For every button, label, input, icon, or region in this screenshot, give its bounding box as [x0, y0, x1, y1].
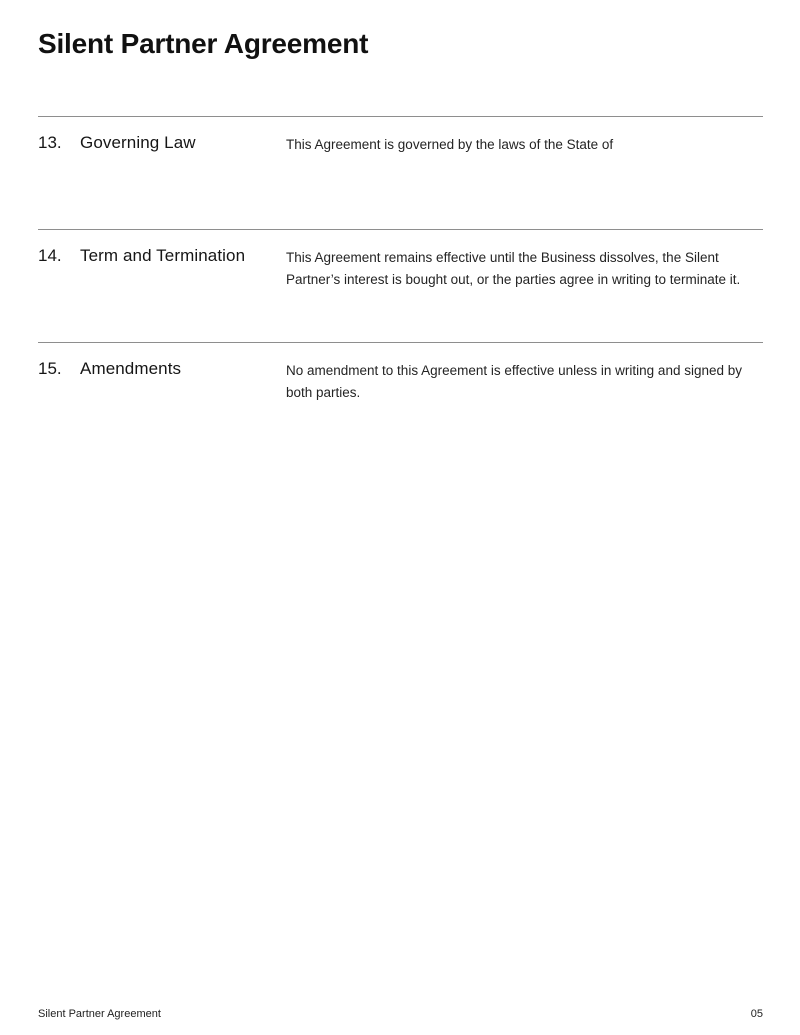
- section-number: 13.: [38, 133, 62, 152]
- page-footer: [38, 1008, 763, 1021]
- section-number: 15.: [38, 359, 62, 378]
- section-heading-block: [38, 358, 286, 380]
- section-amendments: [38, 342, 763, 404]
- page-title: Silent Partner Agreement: [38, 28, 369, 59]
- section-heading-block: [38, 132, 286, 154]
- section-heading: Amendments: [80, 359, 182, 378]
- section-body-text: No amendment to this Agreement is effective unless in writing and signed by both parties.: [286, 363, 743, 400]
- footer-document-title: Silent Partner Agreement: [38, 1008, 161, 1020]
- section-number: 14.: [38, 246, 62, 265]
- section-heading-block: [38, 245, 286, 267]
- footer-page-number: 05: [750, 1008, 763, 1020]
- section-term-and-termination: [38, 229, 763, 342]
- section-body-text: This Agreement remains effective until the Business dissolves, the Silent Partner’s interest is bought out, or the parties agree in writing to terminate it.: [286, 250, 741, 287]
- section-heading: Term and Termination: [80, 246, 246, 265]
- section-body-text: This Agreement is governed by the laws of the State of: [286, 137, 614, 152]
- section-heading: Governing Law: [80, 133, 196, 152]
- section-governing-law: [38, 116, 763, 229]
- document-content: [0, 27, 800, 404]
